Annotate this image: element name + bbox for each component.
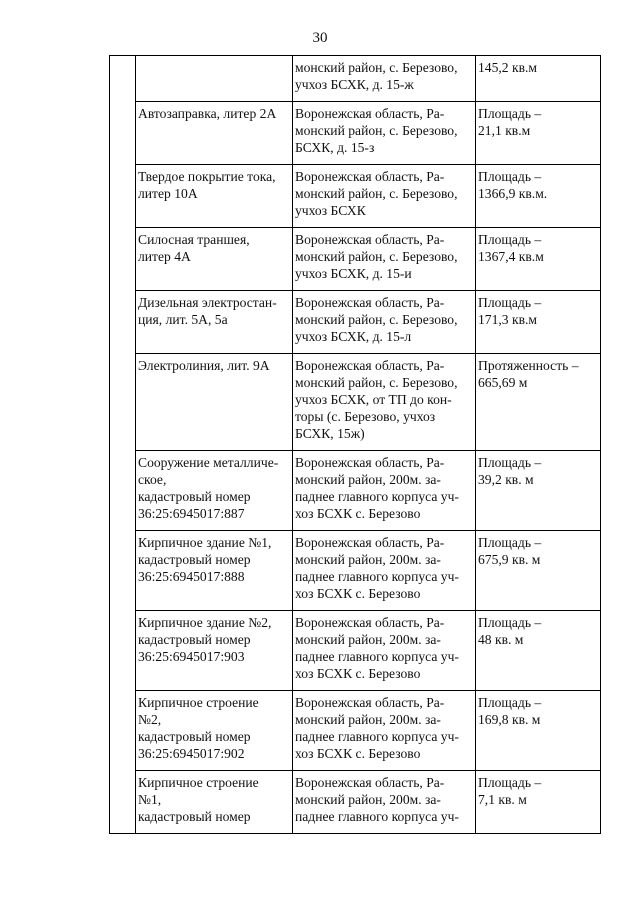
address-line: монский район, 200м. за- xyxy=(295,552,441,567)
table-row xyxy=(110,451,601,531)
area-line: 39,2 кв. м xyxy=(478,472,534,487)
object-name-cell xyxy=(136,611,293,691)
name-line: кадастровый номер xyxy=(138,632,251,647)
name-line: Кирпичное здание №1, xyxy=(138,535,272,550)
area-line: 169,8 кв. м xyxy=(478,712,541,727)
address-cell xyxy=(293,354,476,451)
address-line: учхоз БСХК, д. 15-ж xyxy=(295,77,414,92)
area-cell xyxy=(476,165,601,228)
area-cell xyxy=(476,451,601,531)
area-cell xyxy=(476,771,601,834)
table-row xyxy=(110,691,601,771)
address-line: паднее главного корпуса уч- xyxy=(295,809,459,824)
address-line: БСХК, д. 15-з xyxy=(295,140,375,155)
object-name-cell xyxy=(136,56,293,102)
address-line: монский район, с. Березово, xyxy=(295,249,458,264)
area-line: Площадь – xyxy=(478,232,542,247)
name-line: Сооружение металличе- xyxy=(138,455,279,470)
name-line: Силосная траншея, xyxy=(138,232,250,247)
name-line: Электролиния, лит. 9А xyxy=(138,358,270,373)
name-line: ция, лит. 5А, 5а xyxy=(138,312,228,327)
address-line: монский район, с. Березово, xyxy=(295,60,458,75)
area-line: 145,2 кв.м xyxy=(478,60,538,75)
name-line: Дизельная электростан- xyxy=(138,295,277,310)
name-line: кадастровый номер xyxy=(138,809,251,824)
address-cell xyxy=(293,102,476,165)
name-line: ское, xyxy=(138,472,167,487)
address-line: Воронежская область, Ра- xyxy=(295,615,445,630)
object-name-cell xyxy=(136,165,293,228)
page-number: 30 xyxy=(312,30,328,46)
area-cell xyxy=(476,291,601,354)
address-cell xyxy=(293,771,476,834)
property-table xyxy=(109,55,601,834)
address-line: Воронежская область, Ра- xyxy=(295,695,445,710)
area-cell xyxy=(476,102,601,165)
address-line: Воронежская область, Ра- xyxy=(295,295,445,310)
name-line: Твердое покрытие тока, xyxy=(138,169,276,184)
object-name-cell xyxy=(136,691,293,771)
name-line: кадастровый номер xyxy=(138,552,251,567)
address-line: монский район, 200м. за- xyxy=(295,792,441,807)
property-table-body xyxy=(110,56,601,834)
name-line: №1, xyxy=(138,792,162,807)
address-line: БСХК, 15ж) xyxy=(295,426,365,441)
name-line: 36:25:6945017:903 xyxy=(138,649,245,664)
name-line: №2, xyxy=(138,712,162,727)
address-cell xyxy=(293,611,476,691)
address-line: паднее главного корпуса уч- xyxy=(295,729,459,744)
area-cell xyxy=(476,228,601,291)
table-row xyxy=(110,56,601,102)
address-cell xyxy=(293,228,476,291)
name-line: Автозаправка, литер 2А xyxy=(138,106,277,121)
address-line: паднее главного корпуса уч- xyxy=(295,649,459,664)
address-line: монский район, 200м. за- xyxy=(295,472,441,487)
name-line: 36:25:6945017:888 xyxy=(138,569,245,584)
address-cell xyxy=(293,451,476,531)
area-line: 1366,9 кв.м. xyxy=(478,186,548,201)
area-line: 48 кв. м xyxy=(478,632,524,647)
name-line: 36:25:6945017:887 xyxy=(138,506,245,521)
table-row xyxy=(110,291,601,354)
name-line: Кирпичное строение xyxy=(138,775,259,790)
name-line: кадастровый номер xyxy=(138,489,251,504)
address-line: монский район, с. Березово, xyxy=(295,312,458,327)
area-line: 7,1 кв. м xyxy=(478,792,527,807)
name-line: литер 10А xyxy=(138,186,198,201)
address-line: Воронежская область, Ра- xyxy=(295,106,445,121)
address-line: учхоз БСХК, д. 15-и xyxy=(295,266,412,281)
address-line: монский район, 200м. за- xyxy=(295,632,441,647)
name-line: кадастровый номер xyxy=(138,729,251,744)
table-row xyxy=(110,354,601,451)
area-line: 1367,4 кв.м xyxy=(478,249,544,264)
area-cell xyxy=(476,354,601,451)
area-line: Площадь – xyxy=(478,455,542,470)
name-line: Кирпичное строение xyxy=(138,695,259,710)
address-line: учхоз БСХК, д. 15-л xyxy=(295,329,412,344)
address-line: хоз БСХК с. Березово xyxy=(295,666,421,681)
address-line: паднее главного корпуса уч- xyxy=(295,489,459,504)
address-line: Воронежская область, Ра- xyxy=(295,169,445,184)
address-line: Воронежская область, Ра- xyxy=(295,232,445,247)
address-line: хоз БСХК с. Березово xyxy=(295,506,421,521)
address-line: Воронежская область, Ра- xyxy=(295,775,445,790)
area-line: 21,1 кв.м xyxy=(478,123,531,138)
area-cell xyxy=(476,56,601,102)
address-line: монский район, с. Березово, xyxy=(295,186,458,201)
name-line: Кирпичное здание №2, xyxy=(138,615,272,630)
table-row xyxy=(110,771,601,834)
name-line: литер 4А xyxy=(138,249,191,264)
address-line: хоз БСХК с. Березово xyxy=(295,586,421,601)
object-name-cell xyxy=(136,451,293,531)
table-row xyxy=(110,611,601,691)
address-line: Воронежская область, Ра- xyxy=(295,358,445,373)
area-line: 675,9 кв. м xyxy=(478,552,541,567)
table-row xyxy=(110,531,601,611)
address-line: хоз БСХК с. Березово xyxy=(295,746,421,761)
object-name-cell xyxy=(136,354,293,451)
address-cell xyxy=(293,165,476,228)
object-name-cell xyxy=(136,531,293,611)
address-line: монский район, с. Березово, xyxy=(295,123,458,138)
object-name-cell xyxy=(136,771,293,834)
address-line: Воронежская область, Ра- xyxy=(295,535,445,550)
address-cell xyxy=(293,531,476,611)
area-line: Протяженность – xyxy=(478,358,579,373)
area-line: Площадь – xyxy=(478,106,542,121)
area-cell xyxy=(476,531,601,611)
area-cell xyxy=(476,691,601,771)
address-cell xyxy=(293,291,476,354)
address-line: учхоз БСХК, от ТП до кон- xyxy=(295,392,452,407)
area-line: Площадь – xyxy=(478,169,542,184)
object-name-cell xyxy=(136,291,293,354)
area-line: Площадь – xyxy=(478,775,542,790)
table-row xyxy=(110,102,601,165)
area-line: Площадь – xyxy=(478,695,542,710)
area-line: 171,3 кв.м xyxy=(478,312,538,327)
area-line: Площадь – xyxy=(478,295,542,310)
area-line: Площадь – xyxy=(478,615,542,630)
object-name-cell xyxy=(136,228,293,291)
address-line: монский район, с. Березово, xyxy=(295,375,458,390)
area-cell xyxy=(476,611,601,691)
address-line: учхоз БСХК xyxy=(295,203,366,218)
address-cell xyxy=(293,691,476,771)
table-row xyxy=(110,228,601,291)
row-number-cell xyxy=(110,56,136,834)
name-line: 36:25:6945017:902 xyxy=(138,746,245,761)
table-row xyxy=(110,165,601,228)
address-cell xyxy=(293,56,476,102)
area-line: 665,69 м xyxy=(478,375,528,390)
object-name-cell xyxy=(136,102,293,165)
address-line: торы (с. Березово, учхоз xyxy=(295,409,436,424)
area-line: Площадь – xyxy=(478,535,542,550)
address-line: паднее главного корпуса уч- xyxy=(295,569,459,584)
address-line: монский район, 200м. за- xyxy=(295,712,441,727)
address-line: Воронежская область, Ра- xyxy=(295,455,445,470)
